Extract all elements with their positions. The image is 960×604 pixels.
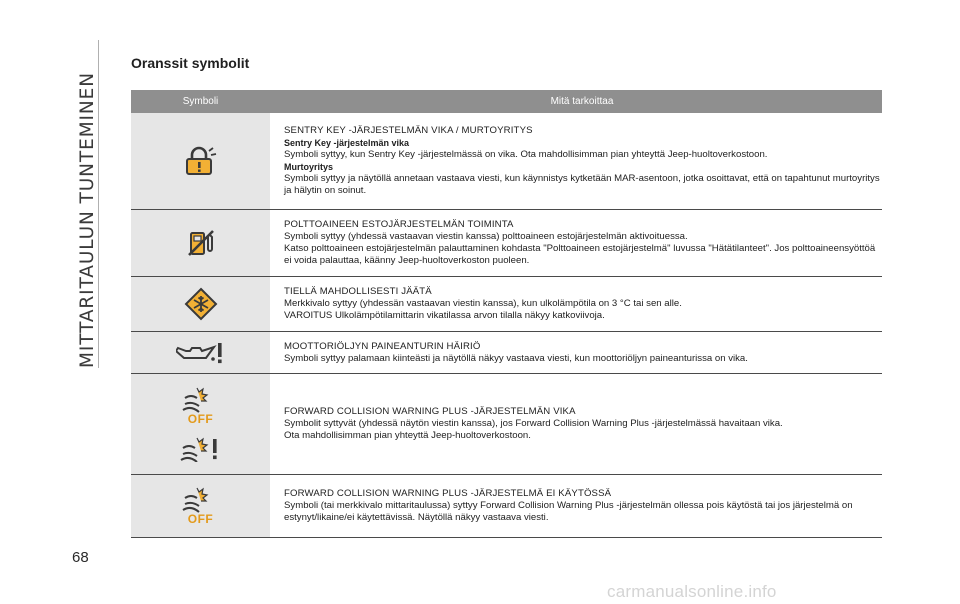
header-meaning: Mitä tarkoittaa <box>550 96 614 107</box>
symbol-table <box>131 90 882 538</box>
symbol-cell <box>131 475 270 537</box>
row-title: POLTTOAINEEN ESTOJÄRJESTELMÄN TOIMINTA <box>284 219 514 230</box>
meaning-cell <box>270 210 882 276</box>
forward-collision-warning-icon <box>179 436 223 462</box>
table-row <box>131 113 882 210</box>
lock-alert-icon <box>184 146 218 176</box>
table-header <box>131 90 882 113</box>
row-text: Katso polttoaineen estojärjestelmän palauttaminen kohdasta "Polttoaineen estojärjestelmä" luvussa "Hätätilanteet". Jos polttoaineensyöttöä ei voida palauttaa, käänny Jeep-huoltoverkoston puoleen. <box>284 243 876 266</box>
table-row <box>131 374 882 475</box>
forward-collision-off-icon <box>181 486 221 514</box>
row-text: Merkkivalo syttyy (yhdessän vastaavan viestin kanssa), kun ulkolämpötila on 3 °C tai sen alle. <box>284 298 682 309</box>
oil-pressure-sensor-icon <box>176 341 226 365</box>
table-row <box>131 475 882 538</box>
row-title: SENTRY KEY -JÄRJESTELMÄN VIKA / MURTOYRITYS <box>284 125 533 136</box>
row-title: FORWARD COLLISION WARNING PLUS -JÄRJESTELMÄN VIKA <box>284 406 576 417</box>
symbol-cell <box>131 277 270 331</box>
page-number: 68 <box>72 549 89 566</box>
off-label: OFF <box>187 512 214 526</box>
forward-collision-icon <box>181 386 221 414</box>
fuel-cutoff-icon <box>186 228 216 258</box>
row-title: FORWARD COLLISION WARNING PLUS -JÄRJESTELMÄ EI KÄYTÖSSÄ <box>284 488 612 499</box>
watermark: carmanualsonline.info <box>607 582 777 601</box>
symbol-cell <box>131 210 270 276</box>
chapter-divider <box>98 40 99 368</box>
table-row <box>131 210 882 277</box>
symbol-cell <box>131 332 270 373</box>
row-text: Symboli syttyy ja näytöllä annetaan vastaava viesti, kun käynnistys kytketään MAR-asentoon, jotka osoittavat, että on tapahtunut murtoyritys ja hälytin on soinut. <box>284 173 880 196</box>
row-text: VAROITUS Ulkolämpötilamittarin vikatilassa arvon tilalla näkyy katkoviivoja. <box>284 310 605 321</box>
row-title: MOOTTORIÖLJYN PAINEANTURIN HÄIRIÖ <box>284 340 481 352</box>
symbol-cell <box>131 374 270 474</box>
row-text: Symboli syttyy palamaan kiinteästi ja näytöllä näkyy vastaava viesti, kun moottoriöljyn paineanturissa on vika. <box>284 352 748 364</box>
section-title: Oranssit symbolit <box>131 55 250 71</box>
row-subtitle: Murtoyritys <box>284 162 334 172</box>
table-row <box>131 332 882 374</box>
row-title: TIELLÄ MAHDOLLISESTI JÄÄTÄ <box>284 286 432 297</box>
row-text: Symboli (tai merkkivalo mittaritaulussa) syttyy Forward Collision Warning Plus -järjestelmän ollessa pois käytöstä tai jos järjestelmä on estynyt/likaine/ei käytettävissä. Näytöllä näkyy vastaava viesti. <box>284 500 853 523</box>
row-subtitle: Sentry Key -järjestelmän vika <box>284 138 410 148</box>
chapter-title: MITTARITAULUN TUNTEMINEN <box>77 72 98 368</box>
meaning-cell <box>270 277 882 331</box>
meaning-cell <box>270 113 882 209</box>
row-text: Symbolit syttyvät (yhdessä näytön viestin kanssa), jos Forward Collision Warning Plus -järjestelmässä havaitaan vika. <box>284 418 783 429</box>
off-label: OFF <box>187 412 214 426</box>
icy-road-icon <box>183 287 219 321</box>
meaning-cell <box>270 374 882 474</box>
row-text: Ota mahdollisimman pian yhteyttä Jeep-huoltoverkostoon. <box>284 430 531 441</box>
meaning-cell <box>270 475 882 537</box>
meaning-cell <box>270 332 882 373</box>
header-symbol: Symboli <box>182 96 219 107</box>
symbol-cell <box>131 113 270 209</box>
table-row <box>131 277 882 332</box>
row-text: Symboli syttyy, kun Sentry Key -järjestelmässä on vika. Ota mahdollisimman pian yhteyttä Jeep-huoltoverkostoon. <box>284 149 768 160</box>
row-text: Symboli syttyy (yhdessä vastaavan viestin kanssa) polttoaineen estojärjestelmän aktivoituessa. <box>284 231 688 242</box>
